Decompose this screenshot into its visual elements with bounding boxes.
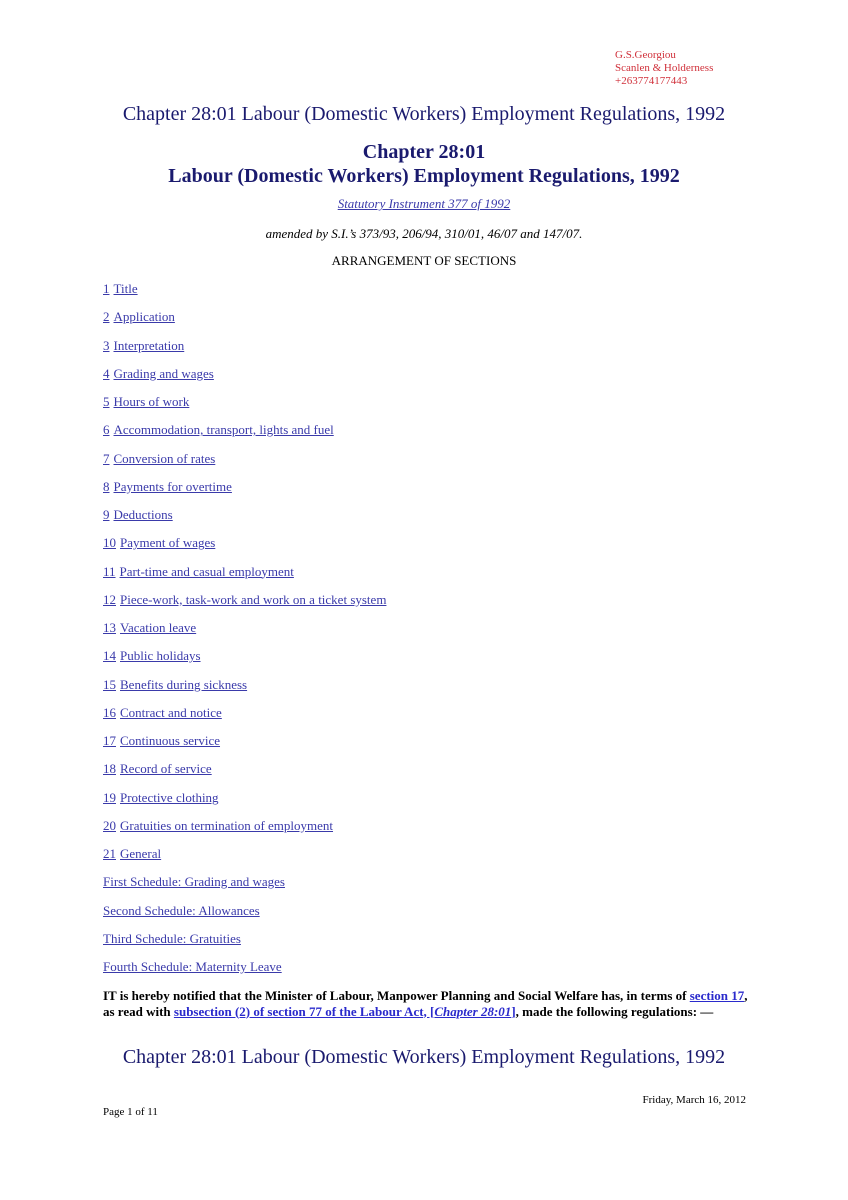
running-header-bottom: Chapter 28:01 Labour (Domestic Workers) Employment Regulations, 1992 [122, 1046, 726, 1068]
toc-item [103, 592, 386, 620]
toc-item [103, 507, 386, 535]
section-number-link[interactable]: 12 [103, 591, 116, 607]
page-number: Page 1 of 11 [103, 1106, 158, 1118]
labour-act-chapter: Chapter 28:01 [434, 1003, 512, 1019]
section-title-link[interactable]: Title [113, 281, 138, 296]
stamp-phone: +263774177443 [615, 75, 688, 87]
section-title-link[interactable]: Gratuities on termination of employment [120, 817, 334, 833]
section-number-link[interactable]: 6 [103, 422, 110, 438]
title-chapter: Chapter 28:01 [362, 141, 486, 163]
section-title-link[interactable]: Grading and wages [113, 365, 214, 381]
schedule-link-third[interactable]: Third Schedule: Gratuities [103, 930, 241, 946]
section-number-link[interactable]: 4 [103, 365, 110, 381]
enactment-notice [103, 988, 753, 1019]
toc-item [103, 818, 386, 846]
toc-item [103, 281, 386, 309]
section-title-link[interactable]: Conversion of rates [113, 450, 216, 466]
toc-item [103, 790, 386, 818]
toc-schedule-item [103, 903, 386, 931]
section-number-link[interactable]: 16 [103, 704, 116, 720]
toc-item [103, 846, 386, 874]
section-number-link[interactable]: 17 [103, 733, 116, 748]
labour-act-link[interactable] [174, 1004, 516, 1019]
section-title-link[interactable]: Vacation leave [120, 620, 197, 635]
labour-act-link-text: subsection (2) of section 77 of the Labour Act, [ [173, 1003, 435, 1019]
toc-item [103, 309, 386, 337]
toc-item [103, 338, 386, 366]
section-17-link[interactable]: section 17 [689, 988, 745, 1003]
schedule-link-first[interactable]: First Schedule: Grading and wages [103, 874, 285, 890]
stamp-firm: Scanlen & Holderness [615, 62, 714, 74]
section-number-link[interactable]: 20 [103, 817, 116, 833]
section-title-link[interactable]: Piece-work, task-work and work on a ticket system [120, 591, 387, 607]
section-title-link[interactable]: Deductions [113, 507, 173, 522]
section-title-link[interactable]: Accommodation, transport, lights and fuel [113, 422, 334, 438]
section-number-link[interactable]: 11 [103, 563, 116, 579]
notice-text-3: , made the following regulations: — [515, 1003, 714, 1019]
statutory-instrument-link[interactable]: Statutory Instrument 377 of 1992 [337, 196, 511, 211]
toc-item [103, 451, 386, 479]
schedule-link-second[interactable]: Second Schedule: Allowances [103, 902, 260, 918]
toc-item [103, 733, 386, 761]
toc-item [103, 394, 386, 422]
toc-item [103, 705, 386, 733]
toc-schedule-item [103, 874, 386, 902]
toc-item [103, 535, 386, 563]
section-title-link[interactable]: Public holidays [120, 648, 201, 664]
section-title-link[interactable]: Hours of work [113, 394, 190, 409]
toc-item [103, 648, 386, 676]
section-number-link[interactable]: 7 [103, 450, 110, 466]
section-number-link[interactable]: 5 [103, 394, 110, 409]
section-title-link[interactable]: Part-time and casual employment [119, 563, 294, 579]
section-title-link[interactable]: Continuous service [120, 733, 221, 748]
notice-text-2: , as read with [103, 988, 748, 1019]
section-title-link[interactable]: Payments for overtime [113, 478, 232, 494]
toc-schedule-item [103, 959, 386, 987]
section-number-link[interactable]: 10 [103, 535, 116, 551]
footer-date: Friday, March 16, 2012 [642, 1094, 746, 1106]
notice-text-1: IT is hereby notified that the Minister of Labour, Manpower Planning and Social Welfare has, in terms of [103, 988, 690, 1003]
section-number-link[interactable]: 13 [103, 620, 116, 635]
title-regulations: Labour (Domestic Workers) Employment Regulations, 1992 [168, 165, 680, 187]
section-number-link[interactable]: 21 [103, 846, 116, 861]
section-number-link[interactable]: 2 [103, 309, 110, 325]
page-title [0, 140, 848, 188]
author-stamp [615, 49, 713, 88]
toc-schedule-item [103, 931, 386, 959]
section-number-link[interactable]: 15 [103, 676, 116, 692]
toc-item [103, 479, 386, 507]
toc-item [103, 366, 386, 394]
section-title-link[interactable]: General [120, 846, 162, 861]
section-number-link[interactable]: 9 [103, 507, 110, 522]
section-title-link[interactable]: Benefits during sickness [120, 676, 248, 692]
section-number-link[interactable]: 3 [103, 337, 110, 353]
schedule-link-fourth[interactable]: Fourth Schedule: Maternity Leave [103, 959, 282, 974]
section-number-link[interactable]: 18 [103, 761, 116, 777]
toc-item [103, 564, 386, 592]
section-title-link[interactable]: Record of service [120, 761, 212, 777]
section-number-link[interactable]: 1 [103, 281, 110, 296]
arrangement-heading: ARRANGEMENT OF SECTIONS [331, 253, 517, 268]
statutory-instrument-line [0, 196, 848, 212]
toc-item [103, 761, 386, 789]
section-title-link[interactable]: Contract and notice [120, 704, 222, 720]
section-number-link[interactable]: 19 [103, 789, 116, 805]
toc-item [103, 620, 386, 648]
toc-item [103, 422, 386, 450]
section-number-link[interactable]: 8 [103, 478, 110, 494]
section-number-link[interactable]: 14 [103, 648, 116, 664]
section-title-link[interactable]: Interpretation [113, 337, 185, 353]
section-title-link[interactable]: Application [113, 309, 175, 325]
table-of-contents [103, 281, 386, 987]
amended-by-text: amended by S.I.’s 373/93, 206/94, 310/01, 46/07 and 147/07. [265, 226, 583, 241]
toc-item [103, 677, 386, 705]
running-header-top: Chapter 28:01 Labour (Domestic Workers) Employment Regulations, 1992 [122, 103, 726, 125]
stamp-name: G.S.Georgiou [615, 49, 676, 61]
labour-act-link-end: ] [511, 1003, 516, 1019]
section-title-link[interactable]: Protective clothing [120, 789, 219, 805]
section-title-link[interactable]: Payment of wages [120, 535, 216, 551]
